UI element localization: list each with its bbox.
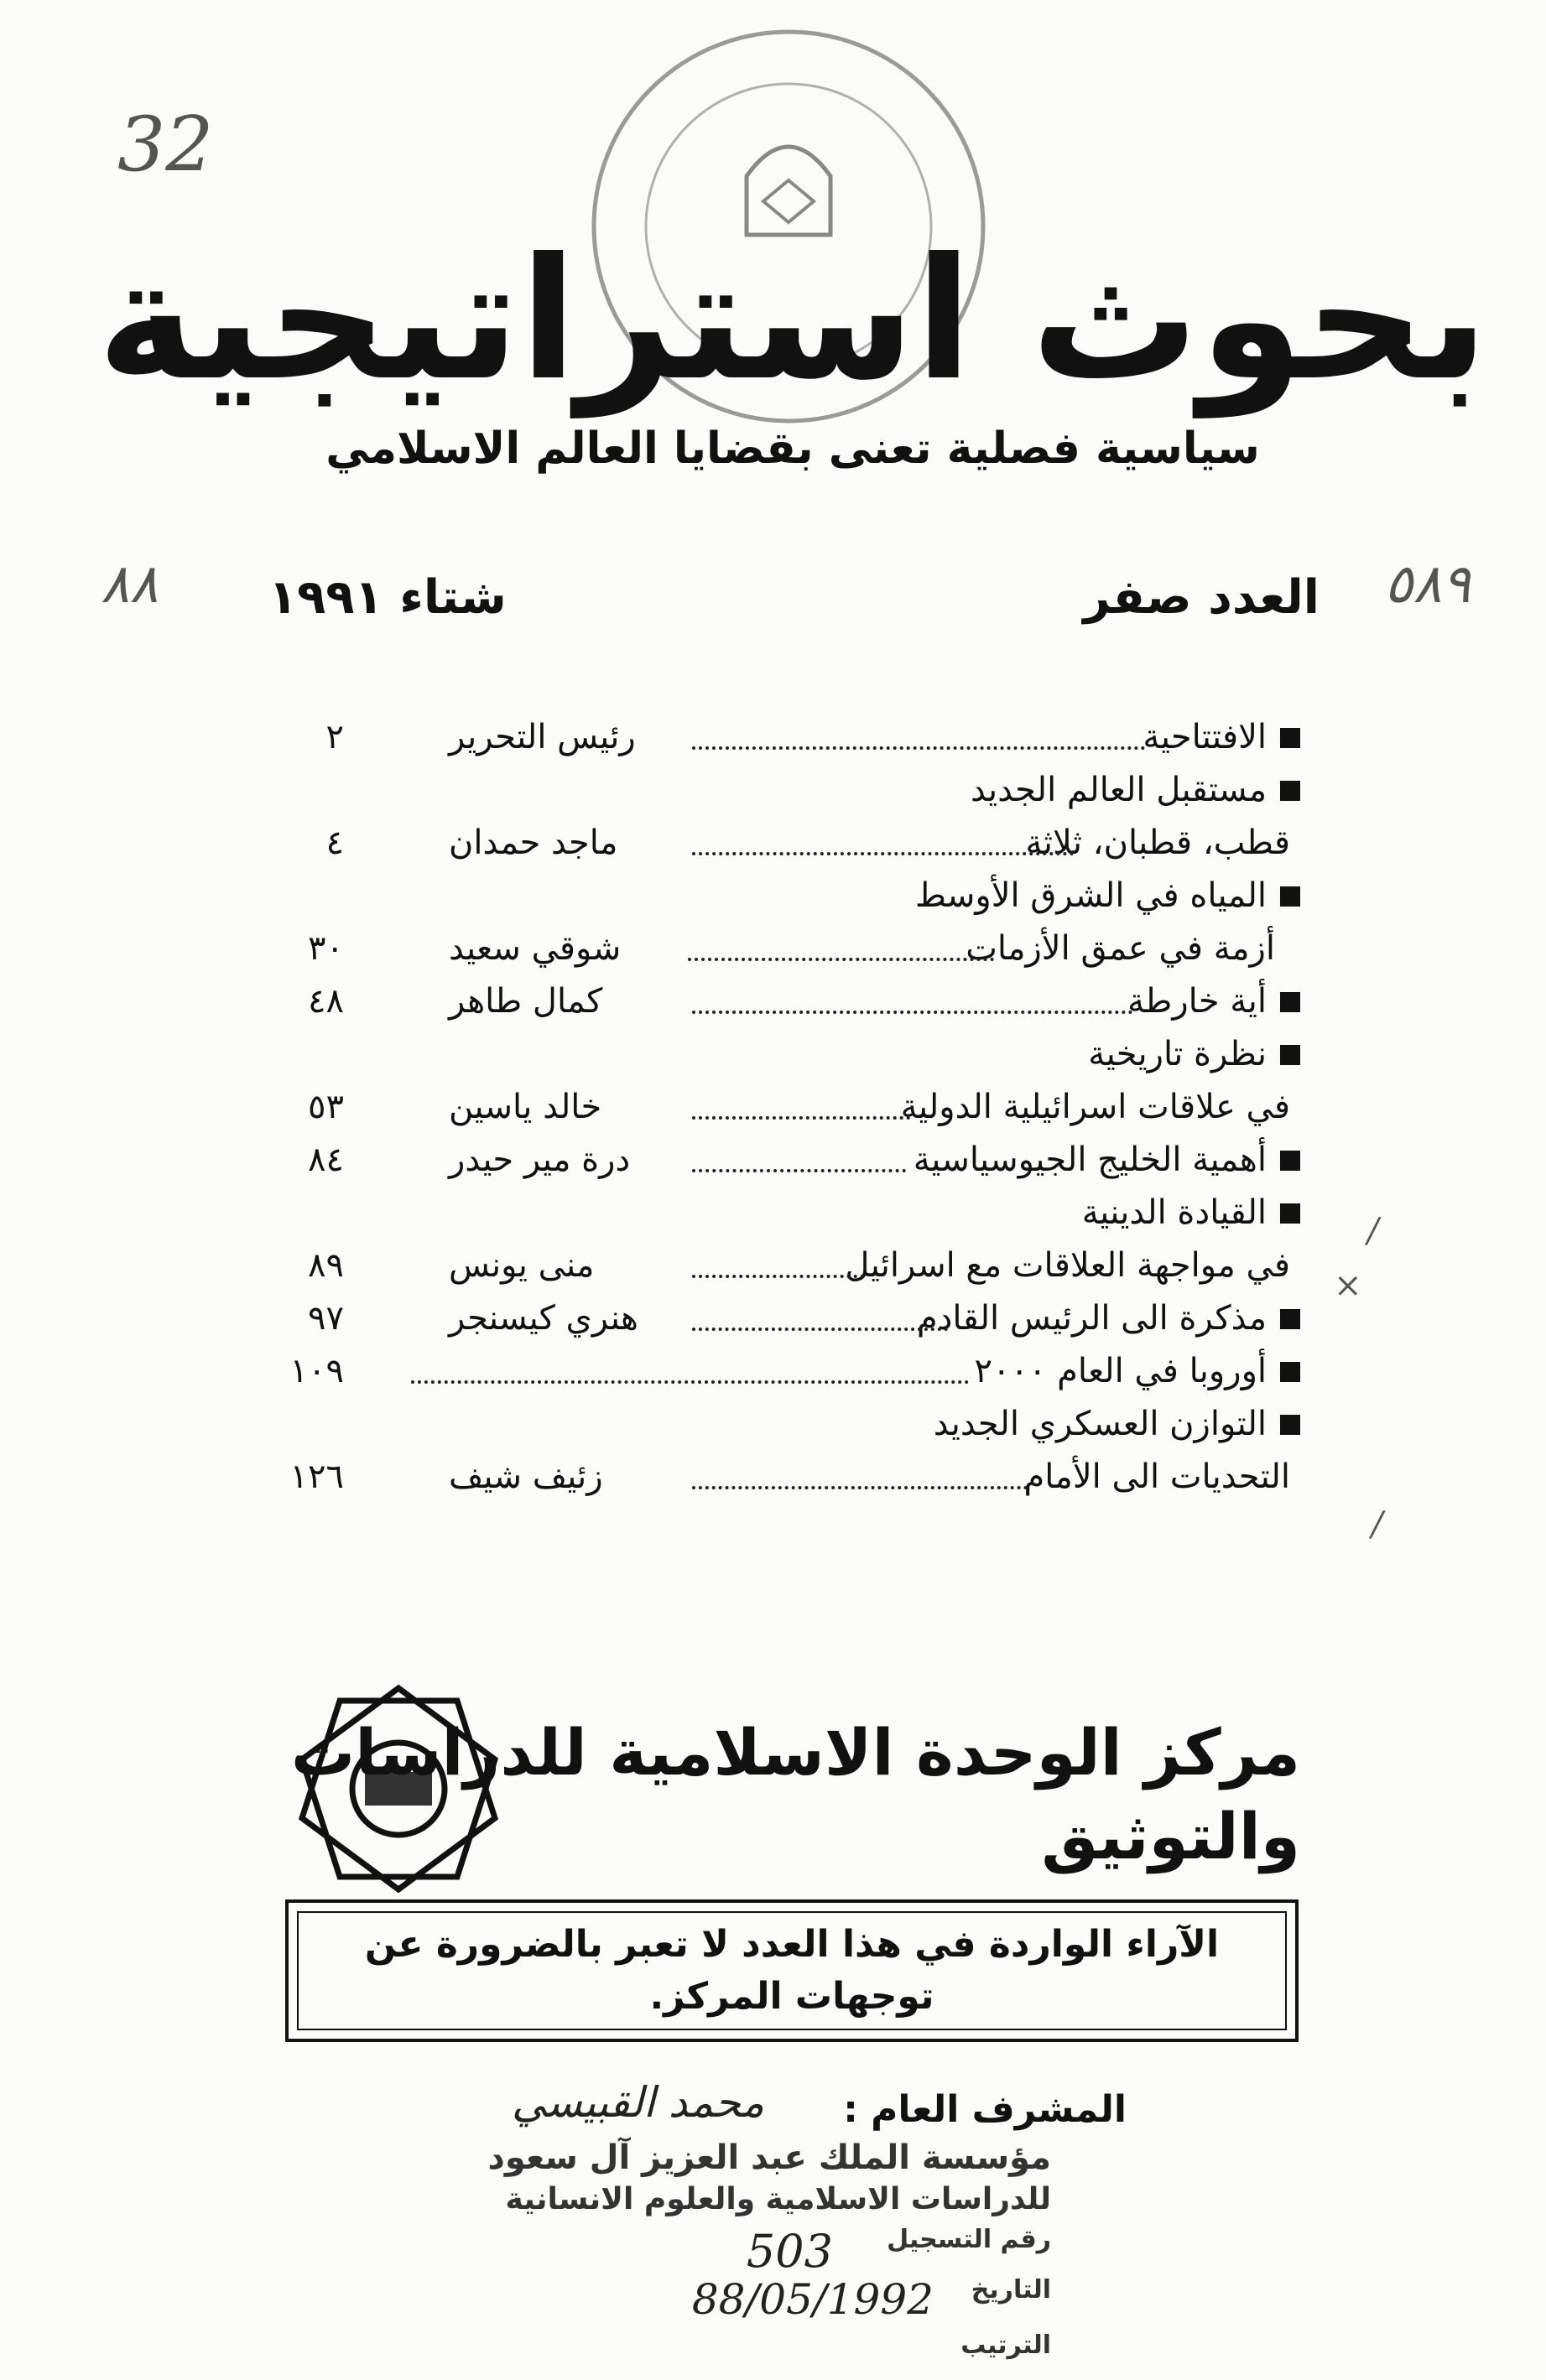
table-of-contents <box>268 711 1300 1504</box>
toc-page: ٩٧ <box>308 1299 344 1338</box>
toc-page: ٥٣ <box>308 1088 344 1126</box>
toc-row <box>268 1345 1300 1398</box>
center-name <box>252 1711 1300 1879</box>
toc-row <box>268 1451 1300 1504</box>
stamp-class-label: الترتيب <box>960 2331 1051 2360</box>
toc-leader <box>411 1380 969 1384</box>
bullet <box>1280 1151 1300 1171</box>
bullet <box>1280 1045 1300 1065</box>
toc-row <box>268 1398 1300 1451</box>
toc-row <box>268 1187 1300 1239</box>
toc-row <box>268 711 1300 764</box>
toc-title: أهمية الخليج الجيوسياسية <box>913 1141 1267 1179</box>
toc-title: التحديات الى الأمام <box>1023 1458 1290 1496</box>
issue-season: شتاء ١٩٩١ <box>268 570 507 625</box>
toc-row <box>268 1134 1300 1187</box>
toc-page: ٤ <box>325 824 344 862</box>
disclaimer-line1: الآراء الواردة في هذا العدد لا تعبر بالضرورة عن <box>364 1923 1220 1966</box>
toc-leader <box>688 958 994 961</box>
bullet <box>1280 728 1300 748</box>
handwritten-number-right: ٥٨٩ <box>1384 553 1471 616</box>
toc-title: أوروبا في العام ٢٠٠٠ <box>974 1352 1267 1390</box>
magazine-title: بحوث استراتيجية <box>96 222 1489 418</box>
toc-title: نظرة تاريخية <box>1088 1035 1267 1073</box>
supervisor-label: المشرف العام : <box>843 2088 1127 2131</box>
bullet <box>1280 992 1300 1012</box>
toc-title: في مواجهة العلاقات مع اسرائيل <box>845 1246 1290 1285</box>
toc-title: مستقبل العالم الجديد <box>970 771 1267 809</box>
toc-leader <box>692 1116 910 1120</box>
toc-title: في علاقات اسرائيلية الدولية <box>900 1088 1290 1126</box>
toc-author: زئيف شيف <box>449 1458 603 1496</box>
toc-row <box>268 870 1300 922</box>
toc-row <box>268 764 1300 817</box>
center-name-line1: مركز الوحدة الاسلامية للدراسات <box>290 1715 1300 1790</box>
bullet <box>1280 1415 1300 1435</box>
toc-author: رئيس التحرير <box>449 718 636 756</box>
toc-leader <box>692 852 1074 855</box>
toc-title: أزمة في عمق الأزمات <box>966 929 1275 968</box>
toc-page: ١٠٩ <box>289 1352 344 1390</box>
disclaimer-box <box>285 1899 1299 2042</box>
bullet <box>1280 886 1300 907</box>
toc-leader <box>692 1011 1132 1014</box>
margin-cross: × <box>1334 1266 1362 1305</box>
toc-author: منى يونس <box>449 1246 595 1285</box>
stamp-reg-label: رقم التسجيل <box>887 2225 1051 2254</box>
stamp-line1: مؤسسة الملك عبد العزيز آل سعود <box>487 2138 1051 2177</box>
toc-row <box>268 1239 1300 1292</box>
toc-leader <box>692 1169 906 1172</box>
margin-tick: / <box>1372 1505 1383 1544</box>
toc-leader <box>692 1486 1028 1489</box>
toc-author: ماجد حمدان <box>449 824 618 862</box>
toc-row <box>268 1292 1300 1345</box>
toc-page: ٨٩ <box>308 1246 344 1285</box>
supervisor-name: محمد القبيسي <box>512 2078 764 2127</box>
magazine-subtitle: سياسية فصلية تعنى بقضايا العالم الاسلامي <box>325 424 1260 474</box>
toc-row <box>268 975 1300 1028</box>
margin-tick: / <box>1367 1212 1379 1250</box>
magazine-title-block <box>96 210 1489 428</box>
handwritten-number-left: ٨٨ <box>101 553 159 616</box>
issue-number: العدد صفر <box>1083 570 1320 625</box>
toc-row <box>268 922 1300 975</box>
stamp-date-label: التاريخ <box>971 2275 1051 2305</box>
toc-title: المياه في الشرق الأوسط <box>914 876 1267 915</box>
toc-title: قطب، قطبان، ثلاثة <box>1025 824 1290 862</box>
library-stamp <box>447 2138 1051 2360</box>
handwritten-number-top: 32 <box>117 101 214 189</box>
toc-page: ٣٠ <box>308 929 344 968</box>
stamp-reg-number: 503 <box>746 2225 833 2278</box>
toc-author: شوقي سعيد <box>449 929 622 968</box>
magazine-title-svg <box>96 210 1489 428</box>
toc-page: ١٢٦ <box>289 1458 344 1496</box>
toc-row <box>268 1081 1300 1134</box>
toc-page: ٢ <box>325 718 344 756</box>
toc-row <box>268 1028 1300 1081</box>
center-name-line2: والتوثيق <box>1041 1799 1300 1873</box>
toc-author: خالد ياسين <box>449 1088 602 1126</box>
toc-author: هنري كيسنجر <box>449 1299 639 1338</box>
toc-author: درة مير حيدر <box>449 1141 631 1179</box>
toc-author: كمال طاهر <box>449 982 603 1021</box>
toc-page: ٨٤ <box>308 1141 344 1179</box>
toc-leader <box>692 746 1145 750</box>
stamp-date-value: 88/05/1992 <box>691 2275 934 2324</box>
toc-leader <box>692 1328 948 1331</box>
toc-title: التوازن العسكري الجديد <box>933 1405 1267 1443</box>
toc-title: أية خارطة <box>1127 982 1267 1021</box>
toc-title: القيادة الدينية <box>1081 1193 1267 1232</box>
bullet <box>1280 1309 1300 1329</box>
disclaimer-line2: توجهات المركز. <box>649 1975 934 2018</box>
bullet <box>1280 1362 1300 1382</box>
toc-title: الافتتاحية <box>1143 718 1267 756</box>
toc-page: ٤٨ <box>308 982 344 1021</box>
stamp-line2: للدراسات الاسلامية والعلوم الانسانية <box>505 2182 1051 2216</box>
bullet <box>1280 781 1300 801</box>
toc-title: مذكرة الى الرئيس القادم <box>916 1299 1267 1338</box>
toc-row <box>268 817 1300 870</box>
toc-leader <box>692 1275 864 1278</box>
bullet <box>1280 1203 1300 1224</box>
